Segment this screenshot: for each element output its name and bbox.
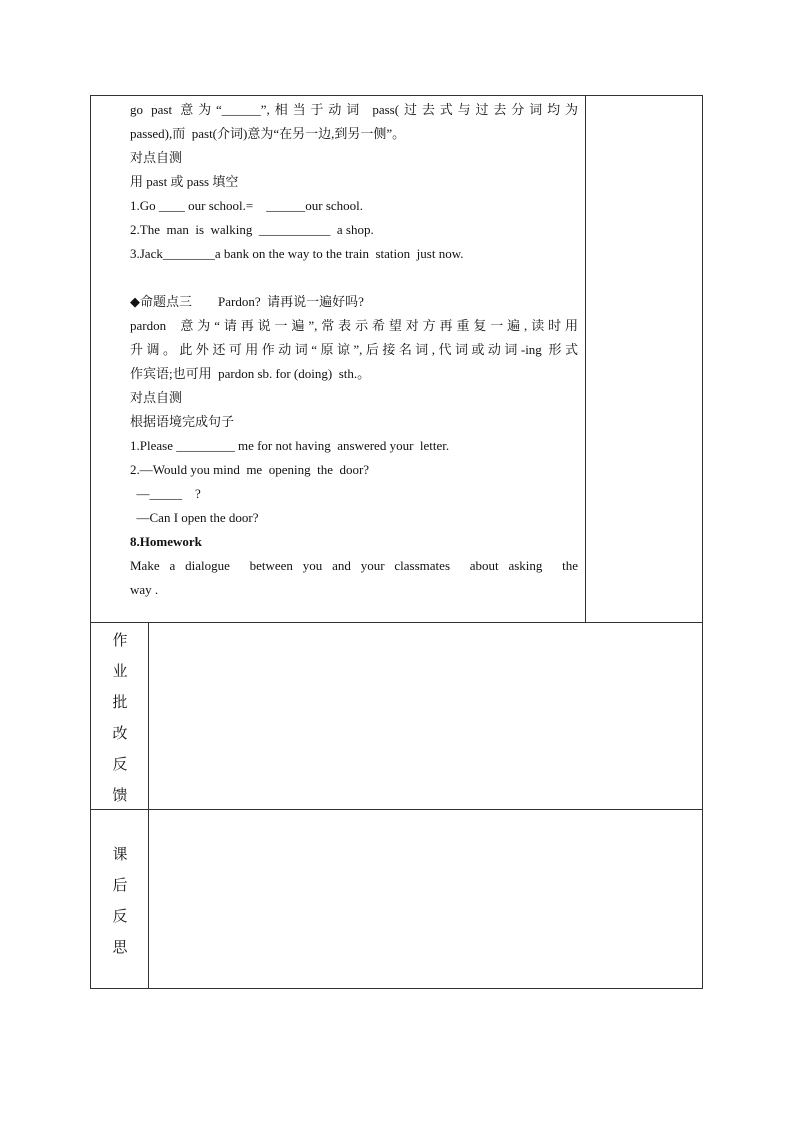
homework-heading: 8.Homework	[130, 534, 202, 549]
text-line: 用 past 或 pass 填空	[130, 174, 239, 189]
text-line: 根据语境完成句子	[130, 414, 235, 429]
row-divider-2	[91, 809, 702, 810]
blank-line	[130, 266, 578, 290]
reflection-label	[91, 840, 149, 964]
text-line: —_____ ?	[130, 486, 201, 501]
text-line: 1.Please _________ me for not having answered your letter.	[130, 438, 450, 453]
label-char: 改	[112, 726, 128, 742]
label-char: 后	[112, 878, 128, 894]
label-char: 反	[112, 757, 128, 773]
text-line: go past 意为“______”,相当于动词 pass(过去式与过去分词均为	[130, 102, 578, 117]
label-char: 思	[112, 940, 128, 956]
label-char: 反	[112, 909, 128, 925]
text-line: 对点自测	[130, 150, 183, 165]
text-line: 对点自测	[130, 390, 183, 405]
label-char: 批	[112, 695, 128, 711]
text-line: 2.The man is walking ___________ a shop.	[130, 222, 374, 237]
section-heading: ◆命题点三 Pardon? 请再说一遍好吗?	[130, 294, 364, 309]
lesson-table	[90, 95, 703, 989]
text-line: 1.Go ____ our school.= ______our school.	[130, 198, 364, 213]
text-line: 2.—Would you mind me opening the door?	[130, 462, 370, 477]
text-line: pardon 意为“请再说一遍”,常表示希望对方再重复一遍,读时用	[130, 318, 578, 333]
text-line: Make a dialogue between you and your classmates about asking the	[130, 558, 578, 573]
text-line: way .	[130, 582, 159, 597]
text-line: 作宾语;也可用 pardon sb. for (doing) sth.。	[130, 366, 371, 381]
text-line: —Can I open the door?	[130, 510, 259, 525]
lesson-content	[130, 98, 578, 602]
text-line: 3.Jack________a bank on the way to the train station just now.	[130, 246, 464, 261]
homework-feedback-label	[91, 626, 149, 812]
label-char: 馈	[112, 788, 128, 804]
label-char: 课	[112, 847, 128, 863]
right-column-divider	[585, 96, 586, 622]
label-char: 业	[112, 664, 128, 680]
text-line: 升调。此外还可用作动词“原谅”,后接名词,代词或动词-ing 形式	[130, 342, 578, 357]
row-divider-1	[91, 622, 702, 623]
text-line: passed),而 past(介词)意为“在另一边,到另一侧”。	[130, 126, 406, 141]
label-char: 作	[112, 633, 128, 649]
